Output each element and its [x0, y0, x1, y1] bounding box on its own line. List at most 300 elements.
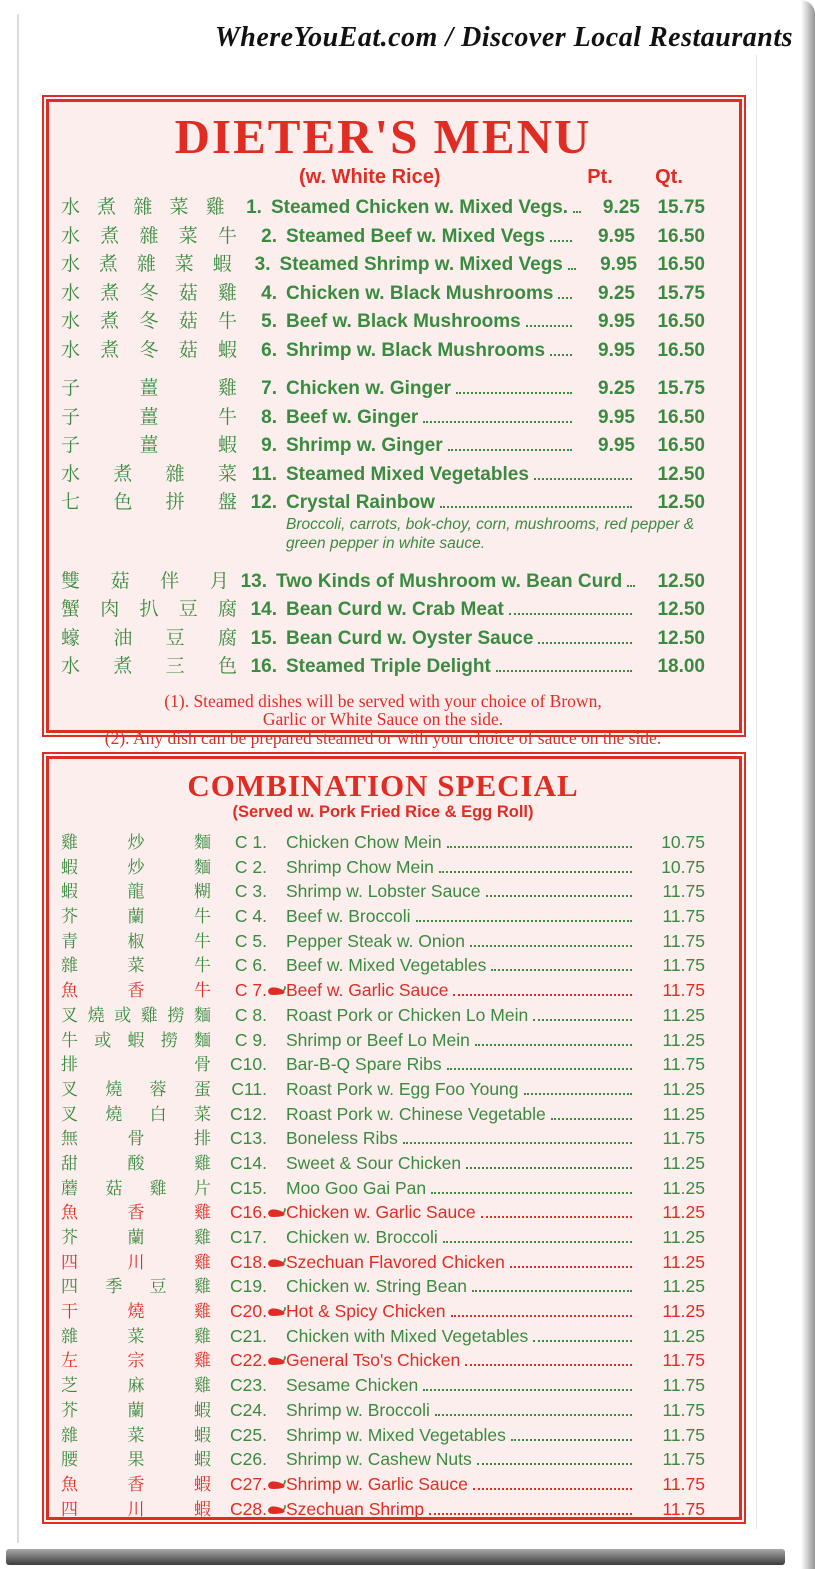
menu-item-name: Beef w. Ginger: [286, 406, 419, 428]
dotted-leader: [551, 1118, 632, 1120]
chinese-character: 子: [61, 435, 81, 456]
dotted-leader: [481, 1216, 632, 1218]
chinese-character: 肉: [100, 599, 120, 620]
menu-note-line: (2). Any dish can be prepared steamed or with your choice of sauce on the side.: [104, 727, 662, 748]
menu-item-price-pint: 9.95: [600, 254, 638, 275]
chinese-character: 炒: [127, 857, 145, 877]
chinese-character: 菜: [217, 463, 237, 485]
chinese-character: 燒: [87, 1005, 105, 1025]
chinese-character: 薑: [139, 378, 159, 399]
chinese-character: 魚: [61, 1203, 78, 1223]
chinese-character: 骨: [194, 1055, 211, 1075]
menu-note-line: (1). Steamed dishes will be served with your choice of Brown,: [164, 690, 602, 711]
menu-item-name: Pepper Steak w. Onion: [286, 930, 465, 951]
menu-item-chinese: [61, 402, 237, 429]
menu-item-number: C10.: [230, 1054, 267, 1075]
menu-item-price-quart: 15.75: [657, 197, 705, 218]
chinese-character: 左: [61, 1351, 78, 1371]
menu-item-chinese: [61, 1445, 211, 1470]
menu-item-row: [61, 1421, 705, 1446]
menu-item-row: [61, 1001, 705, 1026]
chinese-character: 菇: [110, 570, 130, 592]
menu-item-row: [61, 853, 705, 878]
menu-item-row: [61, 1198, 705, 1223]
chinese-character: 雞: [194, 1153, 211, 1173]
menu-item-name: Beef w. Broccoli: [286, 906, 411, 927]
menu-item-chinese: [61, 1470, 211, 1495]
dotted-leader: [456, 392, 572, 394]
menu-item-name: Hot & Spicy Chicken: [286, 1301, 446, 1322]
menu-item-row: [61, 877, 705, 902]
chinese-character: 雞: [61, 833, 78, 852]
menu-item-number: C 5.: [234, 930, 267, 951]
chinese-character: 蝦: [194, 1400, 211, 1420]
menu-item-chinese: [61, 1248, 211, 1273]
menu-item-price-quart: 11.25: [662, 1152, 705, 1173]
menu-item-chinese: [61, 951, 211, 976]
chinese-character: 雜: [61, 956, 78, 976]
chinese-character: 煮: [100, 311, 120, 332]
menu-item-number: C27.: [230, 1473, 267, 1494]
chinese-character: 骨: [127, 1129, 145, 1149]
dotted-leader: [475, 1044, 632, 1046]
chinese-character: 或: [94, 1030, 112, 1050]
menu-item-name: General Tso's Chicken: [286, 1350, 461, 1371]
chinese-character: 菜: [127, 1425, 145, 1445]
dotted-leader: [573, 211, 581, 213]
chinese-character: 蓉: [149, 1079, 167, 1099]
menu-item-number: C18.: [230, 1251, 267, 1272]
chinese-character: 雜: [61, 1425, 78, 1445]
menu-item-price-quart: 11.75: [662, 1350, 705, 1371]
menu-item-number: C23.: [230, 1375, 267, 1396]
menu-item-price-pint: 9.95: [598, 435, 635, 456]
chinese-character: 蝦: [127, 1030, 145, 1050]
menu-item-price-quart: 18.00: [657, 656, 705, 677]
menu-item-price-quart: 12.50: [657, 599, 705, 620]
menu-item-number: C26.: [230, 1449, 267, 1470]
chinese-character: 雜: [61, 1326, 78, 1346]
chili-pepper-icon: [267, 1206, 286, 1219]
chinese-character: 菇: [178, 311, 198, 332]
menu-item-name: Shrimp Chow Mein: [286, 856, 434, 877]
menu-item-row: [61, 487, 705, 516]
chinese-character: 蛋: [193, 1079, 211, 1099]
menu-item-price-quart: 15.75: [657, 378, 705, 399]
chinese-character: 子: [61, 378, 81, 399]
menu-item-number: C28.: [230, 1498, 267, 1519]
menu-item-name: Shrimp w. Lobster Sauce: [286, 881, 481, 902]
menu-item-row: [61, 902, 705, 927]
menu-item-chinese: [61, 192, 225, 219]
menu-item-name: Chicken w. String Bean: [286, 1276, 467, 1297]
page-fold-crease: [756, 55, 757, 1529]
menu-item-chinese: [61, 1124, 211, 1149]
menu-item-price-quart: 11.25: [662, 1202, 705, 1223]
dotted-leader: [453, 994, 632, 996]
menu-item-chinese: [61, 1149, 211, 1174]
menu-item-price-quart: 11.75: [662, 1498, 705, 1519]
menu-item-price-quart: 11.75: [662, 1424, 705, 1445]
menu-item-chinese: [61, 459, 237, 486]
menu-item-name: Bar-B-Q Spare Ribs: [286, 1054, 442, 1075]
chinese-character: 菇: [178, 282, 198, 304]
chinese-character: 蝦: [194, 1499, 211, 1519]
chinese-character: 排: [61, 1055, 78, 1075]
menu-item-row: [61, 373, 705, 402]
site-header: WhereYouEat.com / Discover Local Restaurants: [214, 22, 793, 53]
menu-item-name: Szechuan Flavored Chicken: [286, 1251, 505, 1272]
menu-item-number: C17.: [230, 1227, 267, 1247]
dotted-leader: [473, 1488, 632, 1490]
chili-pepper-icon: [267, 984, 286, 997]
menu-item-row: [61, 1495, 705, 1520]
menu-item-name: Sesame Chicken: [286, 1375, 419, 1396]
dotted-leader: [440, 506, 632, 508]
menu-item-number: C 3.: [234, 881, 267, 902]
menu-item-row: [61, 1470, 705, 1495]
menu-item-chinese: [61, 1223, 211, 1248]
menu-item-row: [61, 459, 705, 488]
menu-item-chinese: [61, 902, 211, 927]
menu-item-row: [61, 1371, 705, 1396]
menu-item-chinese: [61, 1272, 211, 1297]
chinese-character: 宗: [127, 1351, 145, 1371]
menu-item-number: C 6.: [234, 955, 267, 976]
menu-item-name: Two Kinds of Mushroom w. Bean Curd: [276, 570, 623, 592]
dotted-leader: [435, 1414, 632, 1416]
menu-item-price-quart: 11.25: [662, 1276, 705, 1297]
dotted-leader: [423, 1389, 632, 1391]
menu-item-number: C19.: [230, 1276, 267, 1297]
chinese-character: 三: [165, 656, 185, 677]
chinese-character: 煮: [100, 225, 120, 247]
chinese-character: 薑: [139, 406, 159, 428]
menu-item-price-quart: 16.50: [657, 339, 705, 361]
menu-item-price-pint: 9.95: [598, 311, 635, 332]
chinese-character: 扒: [139, 599, 159, 620]
dotted-leader: [477, 1463, 632, 1465]
chinese-character: 月: [209, 570, 229, 592]
chinese-character: 雞: [194, 1228, 211, 1247]
chinese-character: 麵: [193, 1005, 211, 1025]
chinese-character: 四: [61, 1277, 78, 1297]
chinese-character: 牛: [194, 907, 211, 927]
menu-item-chinese: [61, 976, 211, 1001]
menu-item-chinese: [61, 927, 211, 952]
menu-item-chinese: [61, 853, 211, 878]
menu-item-name: Chicken w. Garlic Sauce: [286, 1202, 476, 1223]
chinese-character: 水: [61, 339, 81, 361]
menu-item-number: 14.: [250, 599, 277, 620]
menu-item-price-pint: 9.95: [598, 339, 635, 361]
combination-special-inner: [46, 756, 742, 1520]
menu-item-row: [61, 1445, 705, 1470]
dieters-menu-box: [42, 95, 746, 748]
dotted-leader: [550, 240, 572, 242]
chinese-character: 叉: [61, 1104, 78, 1124]
chili-pepper-icon: [267, 1305, 286, 1318]
menu-item-name: Steamed Mixed Vegetables: [286, 463, 529, 485]
chinese-character: 果: [127, 1450, 145, 1470]
chinese-character: 油: [113, 627, 133, 649]
chinese-character: 色: [113, 492, 133, 513]
menu-item-number: C11.: [231, 1078, 267, 1099]
menu-item-name: Sweet & Sour Chicken: [286, 1152, 462, 1173]
chinese-character: 蝦: [61, 882, 78, 902]
dieters-menu-subtitle-row: [61, 166, 705, 192]
menu-item-row: [61, 1026, 705, 1051]
menu-item-chinese: [61, 306, 237, 333]
menu-item-chinese: [61, 594, 237, 621]
chinese-character: 干: [61, 1302, 78, 1322]
chinese-character: 蘑: [61, 1178, 78, 1198]
menu-item-row: [61, 651, 705, 680]
menu-item-name: Shrimp w. Ginger: [286, 435, 443, 456]
chinese-character: 水: [61, 656, 81, 677]
menu-item-row: [61, 192, 705, 221]
combination-special-items: [61, 828, 705, 1519]
dotted-leader: [466, 1167, 632, 1169]
chinese-character: 白: [149, 1104, 167, 1124]
chinese-character: 燒: [127, 1302, 145, 1322]
chinese-character: 魚: [61, 1474, 78, 1494]
chinese-character: 排: [194, 1129, 211, 1149]
menu-item-row: [61, 1124, 705, 1149]
menu-item-row: [61, 1223, 705, 1248]
menu-item-price-quart: 16.50: [657, 406, 705, 428]
menu-item-price-quart: 11.75: [662, 1399, 705, 1420]
menu-item-row: [61, 566, 705, 595]
chinese-character: 雞: [217, 378, 237, 399]
menu-item-chinese: [61, 1421, 211, 1446]
quart-column-header: Qt.: [655, 166, 683, 188]
chinese-character: 雞: [194, 1326, 211, 1346]
chinese-character: 香: [127, 981, 145, 1001]
dotted-leader: [470, 945, 632, 947]
menu-item-price-quart: 12.50: [657, 463, 705, 485]
chinese-character: 青: [61, 931, 78, 951]
menu-item-number: 6.: [261, 339, 277, 361]
menu-item-price-quart: 11.75: [662, 955, 705, 976]
menu-item-chinese: [61, 278, 237, 305]
chinese-character: 水: [61, 254, 81, 275]
menu-item-price-quart: 11.75: [662, 1054, 705, 1075]
menu-item-number: C25.: [230, 1424, 267, 1445]
menu-item-chinese: [61, 877, 211, 902]
menu-item-name: Steamed Chicken w. Mixed Vegs.: [270, 197, 569, 218]
chinese-character: 撈: [160, 1030, 178, 1050]
menu-note-line: Garlic or White Sauce on the side.: [262, 709, 504, 729]
chinese-character: 或: [114, 1005, 132, 1025]
menu-item-row: [61, 1272, 705, 1297]
chinese-character: 香: [127, 1203, 145, 1223]
chinese-character: 四: [61, 1252, 78, 1272]
menu-item-row: [61, 594, 705, 623]
chinese-character: 麻: [127, 1376, 145, 1396]
chinese-character: 菜: [193, 1104, 211, 1124]
menu-item-price-pint: 9.25: [598, 378, 635, 399]
menu-item-name: Chicken w. Black Mushrooms: [286, 282, 554, 304]
chinese-character: 盤: [217, 492, 237, 513]
menu-item-name: Shrimp or Beef Lo Mein: [286, 1029, 470, 1050]
chinese-character: 七: [61, 492, 81, 513]
menu-item-name: Shrimp w. Cashew Nuts: [286, 1449, 472, 1470]
dotted-leader: [447, 846, 632, 848]
menu-item-chinese: [61, 1198, 211, 1223]
chinese-character: 拼: [165, 492, 185, 513]
chinese-character: 冬: [139, 282, 159, 304]
chinese-character: 色: [217, 656, 237, 677]
chinese-character: 四: [61, 1499, 78, 1519]
chinese-character: 蘭: [127, 1228, 145, 1247]
menu-item-price-quart: 11.75: [662, 980, 705, 1001]
chili-pepper-icon: [267, 1503, 286, 1516]
menu-item-chinese: [61, 828, 211, 853]
chinese-character: 蝦: [61, 857, 78, 877]
chinese-character: 雙: [61, 570, 81, 592]
chinese-character: 雞: [140, 1005, 158, 1025]
menu-item-number: 1.: [246, 197, 262, 218]
chinese-character: 雞: [149, 1178, 167, 1198]
combination-special-box: [42, 752, 746, 1524]
menu-item-chinese: [61, 1100, 211, 1125]
dotted-leader: [627, 585, 635, 587]
menu-item-number: C 1.: [234, 832, 267, 852]
chinese-character: 雜: [165, 463, 185, 485]
menu-item-row: [61, 335, 705, 364]
chinese-character: 牛: [217, 406, 237, 428]
menu-item-row: [61, 402, 705, 431]
menu-item-chinese: [61, 373, 237, 400]
menu-item-number: 3.: [254, 254, 271, 275]
menu-item-name: Chicken with Mixed Vegetables: [286, 1325, 529, 1346]
menu-item-number: C14.: [230, 1152, 267, 1173]
menu-item-row: [61, 278, 705, 307]
menu-item-number: 11.: [251, 463, 277, 485]
menu-item-chinese: [61, 1346, 211, 1371]
menu-item-price-quart: 16.50: [657, 311, 705, 332]
chinese-character: 菇: [105, 1178, 123, 1198]
chinese-character: 伴: [160, 570, 180, 592]
chinese-character: 芝: [61, 1376, 78, 1396]
dotted-leader: [496, 670, 632, 672]
chinese-character: 叉: [61, 1005, 78, 1025]
menu-item-row: [61, 927, 705, 952]
menu-item-name: Chicken w. Ginger: [286, 378, 452, 399]
menu-item-name: Beef w. Black Mushrooms: [286, 311, 521, 332]
chinese-character: 菜: [127, 1326, 145, 1346]
dotted-leader: [429, 1513, 632, 1515]
chinese-character: 蘭: [127, 1400, 145, 1420]
dotted-leader: [510, 1266, 632, 1268]
dotted-leader: [448, 449, 572, 451]
menu-item-row: [61, 249, 705, 278]
menu-item-chinese: [61, 1371, 211, 1396]
menu-item-name: Roast Pork or Chicken Lo Mein: [286, 1004, 529, 1025]
menu-item-chinese: [61, 1026, 211, 1051]
menu-item-chinese: [61, 1495, 211, 1520]
dotted-leader: [443, 1241, 632, 1243]
menu-item-number: 4.: [261, 282, 277, 304]
menu-item-price-quart: 10.75: [661, 832, 705, 852]
menu-item-name: Steamed Triple Delight: [286, 656, 491, 677]
chinese-character: 水: [61, 197, 81, 218]
menu-item-number: C 7.: [234, 980, 267, 1001]
menu-item-number: C22.: [230, 1350, 267, 1371]
menu-item-row: [61, 1322, 705, 1347]
menu-item-row: [61, 1149, 705, 1174]
chinese-character: 牛: [194, 956, 211, 976]
chinese-character: 豆: [165, 627, 185, 649]
chinese-character: 麵: [194, 833, 211, 852]
menu-item-price-quart: 12.50: [657, 570, 705, 592]
menu-item-name: Beef w. Garlic Sauce: [286, 980, 449, 1001]
menu-item-price-quart: 11.75: [662, 1128, 705, 1149]
menu-item-price-quart: 16.50: [657, 435, 705, 456]
menu-item-price-quart: 11.25: [662, 1078, 705, 1099]
menu-item-price-quart: 11.75: [662, 906, 705, 927]
chinese-character: 雜: [139, 225, 159, 247]
menu-item-price-quart: 10.75: [661, 856, 705, 877]
dotted-leader: [423, 421, 572, 423]
dotted-leader: [524, 1093, 632, 1095]
page-left-edge: [17, 14, 19, 1543]
menu-item-name: Beef w. Mixed Vegetables: [286, 955, 487, 976]
combination-special-subtitle: (Served w. Pork Fried Rice & Egg Roll): [232, 803, 534, 821]
dotted-leader: [533, 1019, 632, 1021]
chinese-character: 煮: [98, 254, 118, 275]
chinese-character: 薑: [139, 435, 159, 456]
chinese-character: 煮: [97, 197, 117, 218]
menu-item-chinese: [61, 221, 237, 248]
menu-item-price-quart: 11.75: [662, 930, 705, 951]
chinese-character: 麵: [194, 857, 211, 877]
menu-item-price-quart: 11.25: [662, 1301, 705, 1322]
menu-item-row: [61, 1075, 705, 1100]
chinese-character: 水: [61, 463, 81, 485]
menu-item-row: [61, 1174, 705, 1199]
menu-item-number: C 8.: [234, 1004, 267, 1025]
chili-pepper-icon: [267, 1256, 286, 1269]
chinese-character: 煮: [100, 339, 120, 361]
chinese-character: 蝦: [212, 254, 232, 275]
menu-item-name: Shrimp w. Black Mushrooms: [286, 339, 546, 361]
dieters-menu-notes: [61, 692, 705, 748]
menu-item-number: C24.: [230, 1399, 267, 1420]
chinese-character: 川: [127, 1252, 145, 1272]
pint-column-header: Pt.: [587, 166, 613, 188]
menu-item-chinese: [61, 1001, 211, 1026]
menu-item-name: Szechuan Shrimp: [286, 1498, 425, 1519]
menu-item-chinese: [61, 1174, 211, 1199]
chinese-character: 豆: [149, 1277, 167, 1297]
chinese-character: 牛: [194, 931, 211, 951]
chinese-character: 片: [193, 1178, 211, 1198]
chinese-character: 蝦: [217, 435, 237, 456]
dieters-menu-subtitle: (w. White Rice): [299, 166, 441, 188]
chinese-character: 雞: [194, 1203, 211, 1223]
chinese-character: 魚: [61, 981, 78, 1001]
menu-item-price-quart: 12.50: [657, 492, 705, 513]
menu-item-price-quart: 16.50: [657, 225, 705, 247]
chinese-character: 蝦: [194, 1474, 211, 1494]
dotted-leader: [416, 920, 633, 922]
chinese-character: 水: [61, 282, 81, 304]
menu-item-chinese: [61, 1322, 211, 1347]
menu-item-name: Chicken Chow Mein: [286, 832, 442, 852]
chinese-character: 牛: [217, 311, 237, 332]
